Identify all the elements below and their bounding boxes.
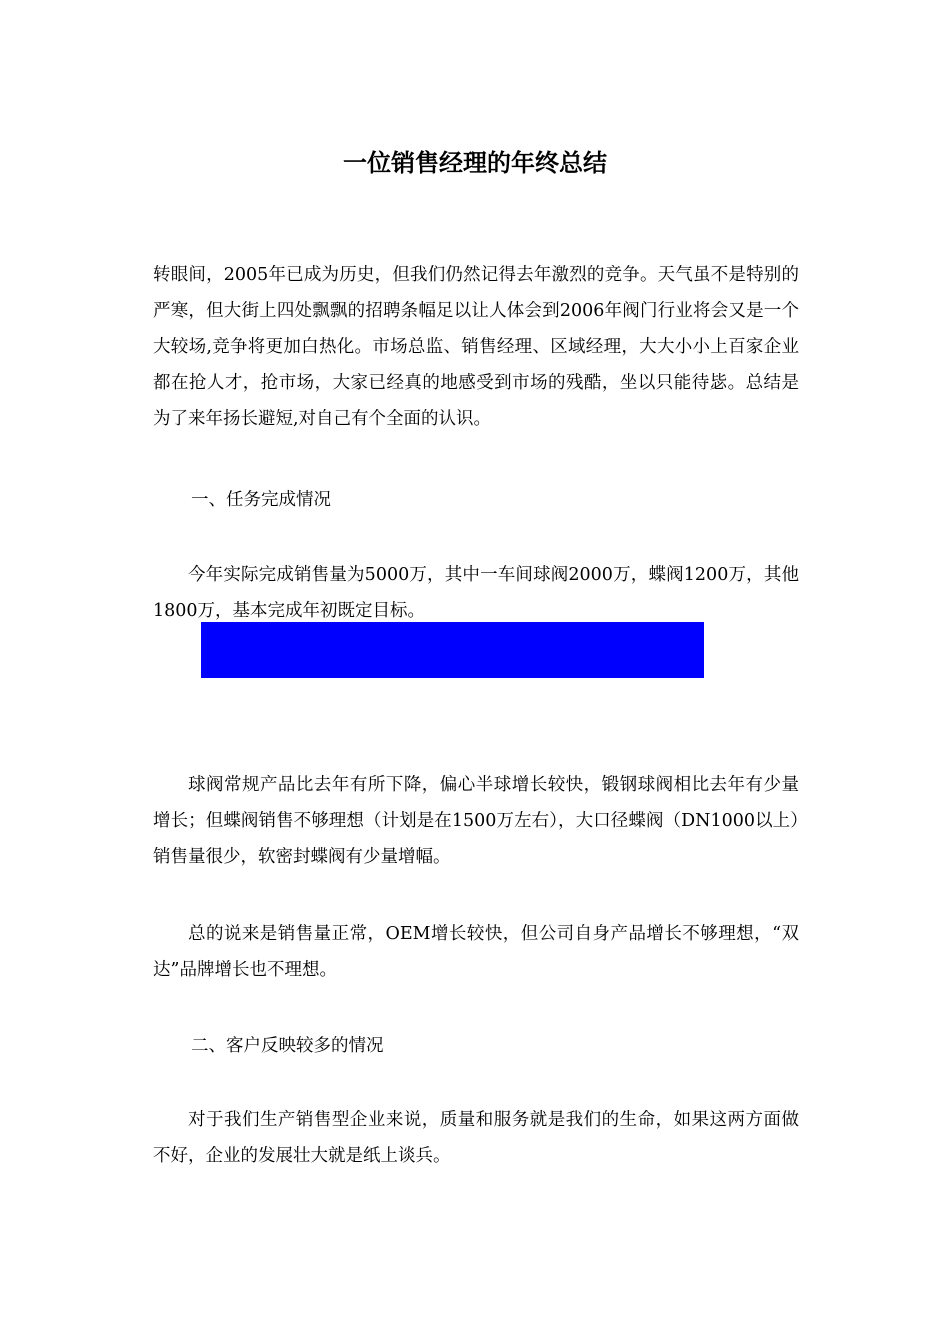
- document-title: 一位销售经理的年终总结: [343, 149, 607, 177]
- section-heading-customer-feedback: 二、客户反映较多的情况: [191, 1036, 384, 1056]
- paragraph-intro: 转眼间，2005年已成为历史，但我们仍然记得去年激烈的竞争。天气虽不是特别的严寒，但大街上四处飘飘的招聘条幅足以让人体会到2006年阀门行业将会又是一个大较场,竞争将更加白热化。市场总监、销售经理、区域经理，大大小小上百家企业都在抢人才，抢市场，大家已经真的地感受到市场的残酷，坐以只能待毖。总结是为了来年扬长避短,对自己有个全面的认识。: [153, 265, 799, 429]
- paragraph-summary: 总的说来是销售量正常，OEM增长较快，但公司自身产品增长不够理想，“双达”品牌增长也不理想。: [153, 924, 799, 980]
- paragraph-sales-volume: 今年实际完成销售量为5000万，其中一车间球阀2000万，蝶阀1200万，其他1800万，基本完成年初既定目标。: [153, 565, 799, 621]
- section-heading-task-completion: 一、任务完成情况: [191, 490, 331, 510]
- paragraph-product-analysis: 球阀常规产品比去年有所下降，偏心半球增长较快，锻钢球阀相比去年有少量增长；但蝶阀销售不够理想（计划是在1500万左右），大口径蝶阀（DN1000以上）销售量很少，软密封蝶阀有少量增幅。: [153, 775, 799, 867]
- paragraph-quality-service: 对于我们生产销售型企业来说，质量和服务就是我们的生命，如果这两方面做不好，企业的发展壮大就是纸上谈兵。: [153, 1110, 799, 1166]
- blue-redaction-box: [201, 622, 704, 678]
